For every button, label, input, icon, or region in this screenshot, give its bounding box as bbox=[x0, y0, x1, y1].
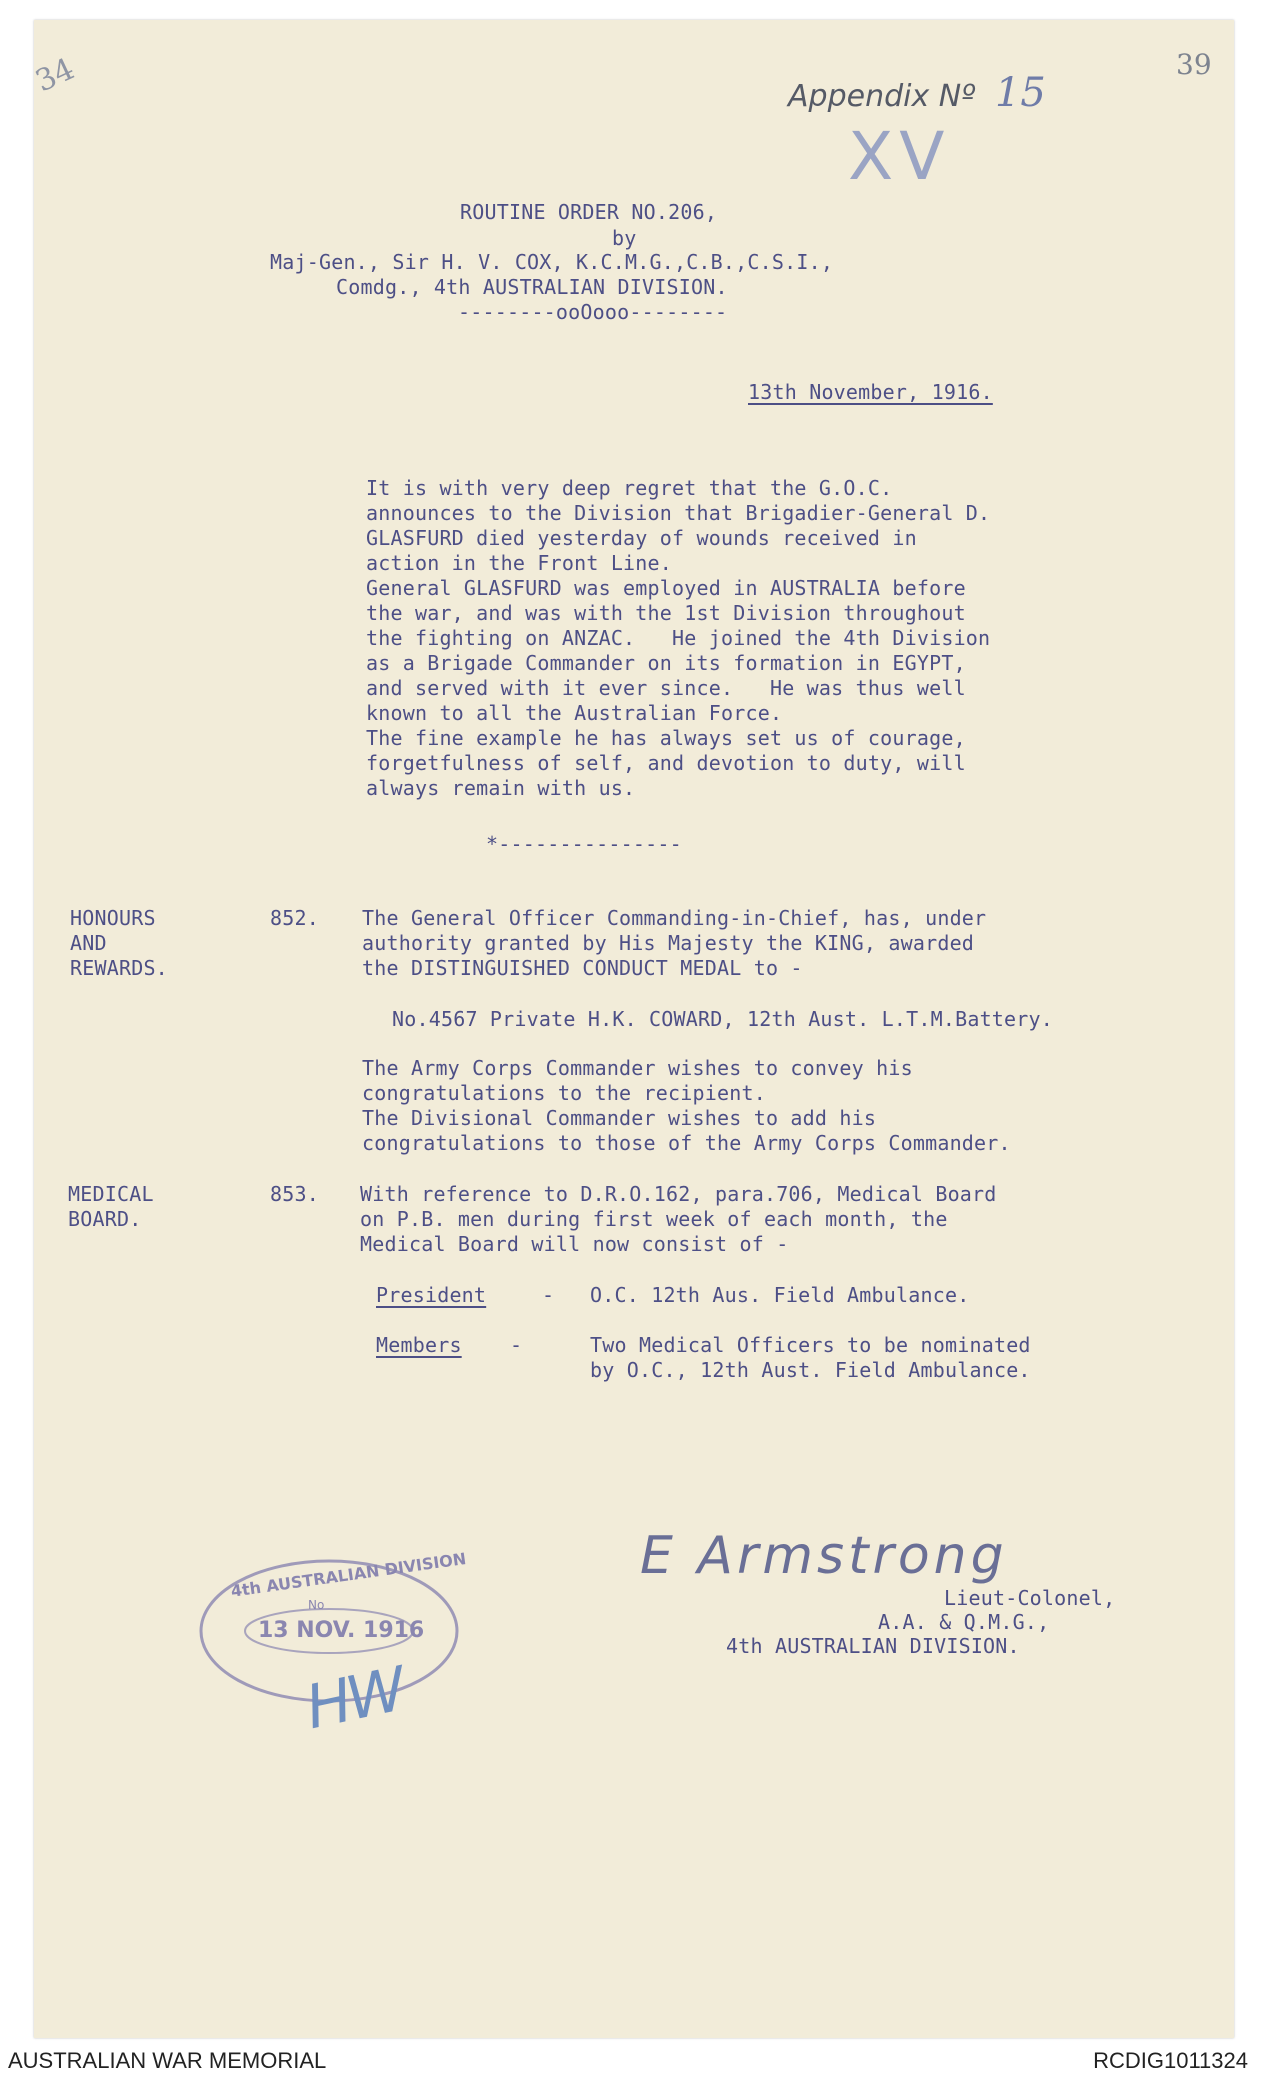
appendix-stamp bbox=[788, 70, 1046, 116]
heading-line: AND bbox=[70, 931, 107, 955]
body-line: Medical Board will now consist of - bbox=[360, 1232, 789, 1256]
notice-line: General GLASFURD was employed in AUSTRALIA before bbox=[366, 576, 966, 600]
notice-line: and served with it ever since. He was thus well bbox=[366, 676, 966, 700]
body-line: congratulations to the recipient. bbox=[362, 1081, 766, 1105]
page-number: 39 bbox=[1176, 48, 1212, 81]
medal-recipient: No.4567 Private H.K. COWARD, 12th Aust. L.T.M.Battery. bbox=[392, 1007, 1054, 1031]
body-line: With reference to D.R.O.162, para.706, Medical Board bbox=[360, 1182, 997, 1206]
body-line: The Army Corps Commander wishes to convey his bbox=[362, 1056, 913, 1080]
order-command: Comdg., 4th AUSTRALIAN DIVISION. bbox=[336, 275, 728, 299]
stamp-date: 13 NOV. 1916 bbox=[258, 1618, 425, 1643]
appendix-number: 15 bbox=[994, 70, 1046, 116]
footer-archive-name: AUSTRALIAN WAR MEMORIAL bbox=[8, 2048, 327, 2073]
members-line: by O.C., 12th Aust. Field Ambulance. bbox=[590, 1358, 1031, 1382]
body-line: congratulations to those of the Army Corps Commander. bbox=[362, 1131, 1011, 1155]
notice-line: forgetfulness of self, and devotion to duty, will bbox=[366, 751, 966, 775]
board-members-label: Members bbox=[376, 1333, 462, 1357]
item-853-heading bbox=[68, 1182, 154, 1232]
board-members-text bbox=[590, 1333, 1031, 1383]
handwritten-signature: E Armstrong bbox=[640, 1526, 1008, 1586]
order-issuer: Maj-Gen., Sir H. V. COX, K.C.M.G.,C.B.,C.S.I., bbox=[270, 250, 834, 274]
margin-page-mark: 34 bbox=[30, 51, 80, 100]
notice-divider: *--------------- bbox=[486, 832, 682, 856]
header-rule: --------ooOooo-------- bbox=[458, 300, 728, 324]
stamp-no: No bbox=[308, 1598, 325, 1612]
signature-unit: 4th AUSTRALIAN DIVISION. bbox=[726, 1634, 1020, 1658]
notice-line: action in the Front Line. bbox=[366, 551, 673, 575]
notice-paragraph bbox=[366, 476, 990, 801]
board-members-dash: - bbox=[510, 1333, 523, 1357]
item-852-heading bbox=[70, 906, 168, 981]
notice-line: It is with very deep regret that the G.O.C. bbox=[366, 476, 893, 500]
stamp-initials: HW bbox=[299, 1654, 409, 1744]
order-date: 13th November, 1916. bbox=[748, 380, 993, 404]
signature-title: A.A. & Q.M.G., bbox=[878, 1610, 1050, 1634]
appendix-label: Appendix Nº bbox=[788, 79, 976, 114]
notice-line: The fine example he has always set us of courage, bbox=[366, 726, 966, 750]
signature-rank: Lieut-Colonel, bbox=[944, 1586, 1116, 1610]
notice-line: announces to the Division that Brigadier-General D. bbox=[366, 501, 991, 525]
heading-line: HONOURS bbox=[70, 906, 156, 930]
item-853-number: 853. bbox=[270, 1182, 319, 1206]
body-line: on P.B. men during first week of each month, the bbox=[360, 1207, 948, 1231]
body-line: authority granted by His Majesty the KING, awarded bbox=[362, 931, 975, 955]
appendix-roman-numeral: XV bbox=[848, 118, 951, 195]
notice-line: as a Brigade Commander on its formation in EGYPT, bbox=[366, 651, 966, 675]
body-line: The Divisional Commander wishes to add his bbox=[362, 1106, 877, 1130]
item-852-closing bbox=[362, 1056, 1011, 1156]
order-title: ROUTINE ORDER NO.206, bbox=[460, 200, 718, 224]
board-president-dash: - bbox=[542, 1283, 555, 1307]
stamp-top-text: 4th AUSTRALIAN DIVISION bbox=[229, 1548, 468, 1601]
members-line: Two Medical Officers to be nominated bbox=[590, 1333, 1031, 1357]
footer-reference-id: RCDIG1011324 bbox=[1093, 2048, 1248, 2073]
item-852-body bbox=[362, 906, 986, 981]
board-president-label: President bbox=[376, 1283, 487, 1307]
heading-line: REWARDS. bbox=[70, 956, 168, 980]
board-president-text: O.C. 12th Aus. Field Ambulance. bbox=[590, 1283, 970, 1307]
heading-line: BOARD. bbox=[68, 1207, 142, 1231]
item-852-number: 852. bbox=[270, 906, 319, 930]
notice-line: the fighting on ANZAC. He joined the 4th Division bbox=[366, 626, 991, 650]
order-by: by bbox=[612, 226, 637, 250]
notice-line: GLASFURD died yesterday of wounds received in bbox=[366, 526, 917, 550]
heading-line: MEDICAL bbox=[68, 1182, 154, 1206]
body-line: the DISTINGUISHED CONDUCT MEDAL to - bbox=[362, 956, 803, 980]
notice-line: always remain with us. bbox=[366, 776, 636, 800]
notice-line: known to all the Australian Force. bbox=[366, 701, 783, 725]
notice-line: the war, and was with the 1st Division throughout bbox=[366, 601, 966, 625]
body-line: The General Officer Commanding-in-Chief, has, under bbox=[362, 906, 987, 930]
item-853-body bbox=[360, 1182, 997, 1257]
